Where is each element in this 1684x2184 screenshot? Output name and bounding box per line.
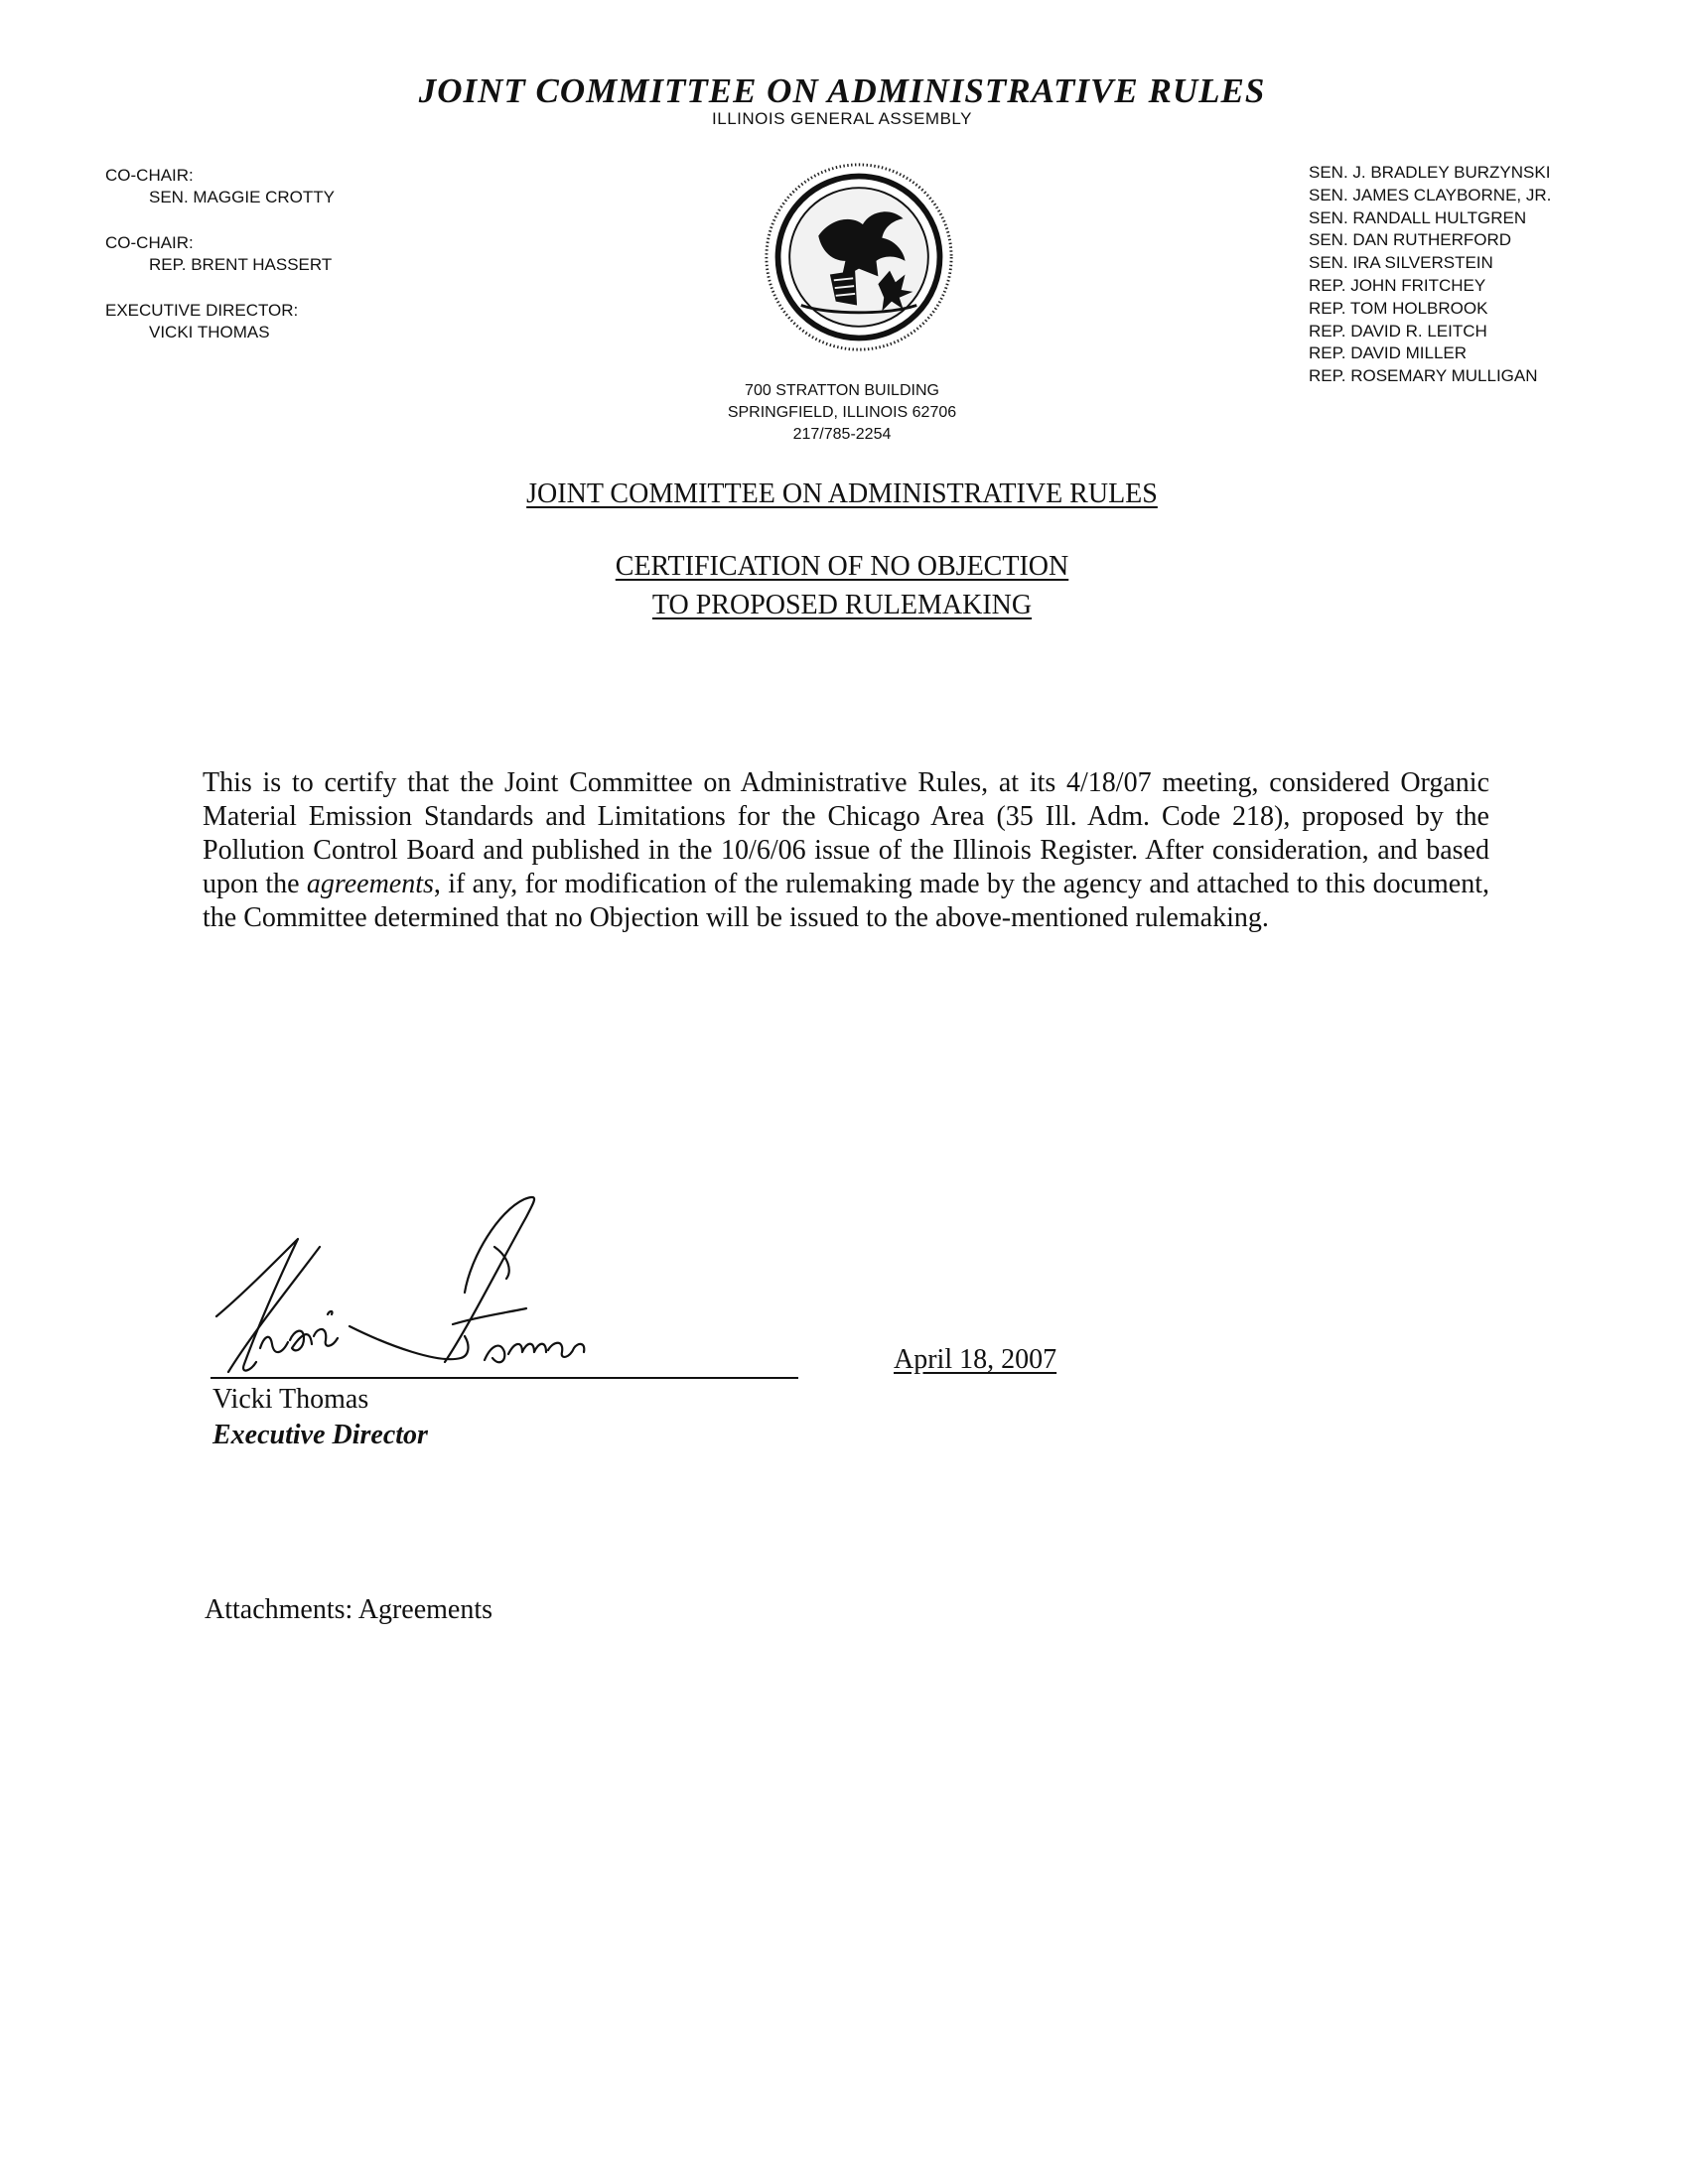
state-seal-icon — [763, 161, 955, 353]
attachments-note: Attachments: Agreements — [205, 1594, 493, 1625]
member-name: SEN. RANDALL HULTGREN — [1309, 207, 1527, 227]
member-name: REP. ROSEMARY MULLIGAN — [1309, 366, 1538, 386]
member-name: REP. DAVID MILLER — [1309, 343, 1468, 363]
officer-role: EXECUTIVE DIRECTOR: — [105, 301, 299, 320]
handwritten-signature-icon — [210, 1187, 727, 1386]
member-name: SEN. J. BRADLEY BURZYNSKI — [1309, 163, 1551, 182]
certification-title-line-1: CERTIFICATION OF NO OBJECTION — [615, 551, 1069, 582]
signature-line — [210, 1377, 798, 1379]
committee-address — [643, 380, 1041, 446]
officer-co-chair-2 — [105, 232, 335, 276]
signer-title: Executive Director — [212, 1420, 428, 1450]
officer-name: SEN. MAGGIE CROTTY — [149, 188, 336, 206]
member-name: REP. DAVID R. LEITCH — [1309, 321, 1487, 341]
certification-title-line-2: TO PROPOSED RULEMAKING — [651, 590, 1033, 620]
body-text-part-1: This is to certify that the Joint Committee on Administrative Rules, at its 4/18/07 meeting, considered Organic Material Emission Standards and Limitations for the Chicago Area (35 Ill. Adm. Code 218), proposed by the Pollution Control Board and published in the 10/6/06 issue of the Illinois Register. After consideration, and based upon the — [203, 767, 1489, 899]
member-name: SEN. IRA SILVERSTEIN — [1309, 253, 1493, 273]
address-phone: 217/785-2254 — [792, 426, 892, 443]
signer-name: Vicki Thomas — [212, 1384, 369, 1415]
member-name: REP. JOHN FRITCHEY — [1309, 275, 1486, 295]
letterhead-title: JOINT COMMITTEE ON ADMINISTRATIVE RULES — [418, 71, 1266, 110]
member-name: SEN. DAN RUTHERFORD — [1309, 230, 1512, 250]
body-text-part-2: , if any, for modification of the rulemaking made by the agency and attached to this document, the Committee determined that no Objection will be issued to the above-mentioned rulemaking. — [203, 869, 1489, 933]
letterhead-subtitle: ILLINOIS GENERAL ASSEMBLY — [712, 109, 972, 128]
member-name: REP. TOM HOLBROOK — [1309, 298, 1488, 318]
address-line-2: SPRINGFIELD, ILLINOIS 62706 — [727, 404, 957, 421]
address-line-1: 700 STRATTON BUILDING — [745, 382, 939, 399]
document-heading: JOINT COMMITTEE ON ADMINISTRATIVE RULES — [526, 478, 1158, 509]
officer-name: REP. BRENT HASSERT — [149, 255, 333, 274]
officer-role: CO-CHAIR: — [105, 166, 194, 185]
certification-body — [203, 766, 1489, 935]
officer-name: VICKI THOMAS — [149, 323, 270, 341]
officer-executive-director — [105, 300, 335, 343]
members-list — [1309, 162, 1551, 388]
officer-role: CO-CHAIR: — [105, 233, 194, 252]
body-text-emphasis: agreements — [306, 869, 434, 899]
officer-co-chair-1 — [105, 165, 335, 208]
member-name: SEN. JAMES CLAYBORNE, JR. — [1309, 185, 1552, 205]
officers-list — [105, 165, 335, 367]
signature-date: April 18, 2007 — [894, 1344, 1057, 1375]
